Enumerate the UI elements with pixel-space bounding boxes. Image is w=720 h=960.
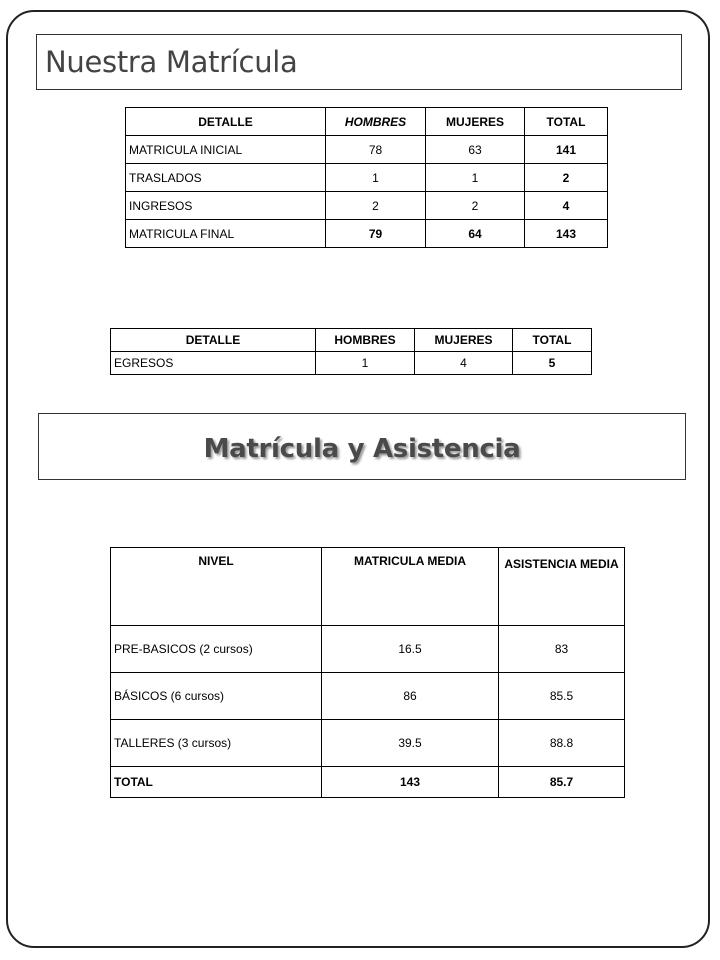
table-cell: 2	[426, 192, 525, 220]
row-label: BÁSICOS (6 cursos)	[111, 673, 322, 720]
column-header: DETALLE	[126, 108, 326, 136]
table-cell: 88.8	[499, 720, 625, 767]
table-row	[111, 626, 625, 673]
table-cell: 5	[513, 352, 592, 375]
column-header: HOMBRES	[316, 329, 415, 352]
table-cell: 79	[326, 220, 426, 248]
column-header: MATRICULA MEDIA	[322, 548, 499, 626]
column-header: ASISTENCIA MEDIA	[499, 548, 625, 626]
table-cell: 141	[525, 136, 608, 164]
table-row	[111, 767, 625, 798]
table-cell: 4	[415, 352, 513, 375]
column-header: NIVEL	[111, 548, 322, 626]
table-cell: 143	[322, 767, 499, 798]
table-cell: 39.5	[322, 720, 499, 767]
asistencia-table	[110, 547, 625, 798]
table-row	[111, 352, 592, 375]
row-label: TRASLADOS	[126, 164, 326, 192]
table-cell: 16.5	[322, 626, 499, 673]
column-header: DETALLE	[111, 329, 316, 352]
table-cell: 4	[525, 192, 608, 220]
column-header: HOMBRES	[326, 108, 426, 136]
table-cell: 78	[326, 136, 426, 164]
row-label: TALLERES (3 cursos)	[111, 720, 322, 767]
table-cell: 64	[426, 220, 525, 248]
table-row	[126, 136, 608, 164]
column-header: TOTAL	[513, 329, 592, 352]
table-cell: 1	[326, 164, 426, 192]
table-cell: 1	[316, 352, 415, 375]
table-cell: 83	[499, 626, 625, 673]
row-label: MATRICULA FINAL	[126, 220, 326, 248]
row-label: INGRESOS	[126, 192, 326, 220]
column-header: TOTAL	[525, 108, 608, 136]
table-row	[111, 673, 625, 720]
egresos-table	[110, 328, 592, 375]
table-cell: 86	[322, 673, 499, 720]
table-row	[111, 720, 625, 767]
column-header: MUJERES	[415, 329, 513, 352]
table-cell: 143	[525, 220, 608, 248]
page-title: Nuestra Matrícula	[36, 34, 682, 90]
table-cell: 2	[525, 164, 608, 192]
table-header-row	[126, 108, 608, 136]
row-label: TOTAL	[111, 767, 322, 798]
row-label: EGRESOS	[111, 352, 316, 375]
row-label: MATRICULA INICIAL	[126, 136, 326, 164]
table-cell: 85.7	[499, 767, 625, 798]
table-cell: 85.5	[499, 673, 625, 720]
section-title: Matrícula y Asistencia	[38, 413, 686, 480]
table-cell: 63	[426, 136, 525, 164]
table-cell: 2	[326, 192, 426, 220]
column-header: MUJERES	[426, 108, 525, 136]
table-header-row	[111, 548, 625, 626]
table-cell: 1	[426, 164, 525, 192]
table-row	[126, 164, 608, 192]
matricula-table	[125, 107, 608, 248]
table-row	[126, 192, 608, 220]
row-label: PRE-BASICOS (2 cursos)	[111, 626, 322, 673]
table-header-row	[111, 329, 592, 352]
table-row	[126, 220, 608, 248]
